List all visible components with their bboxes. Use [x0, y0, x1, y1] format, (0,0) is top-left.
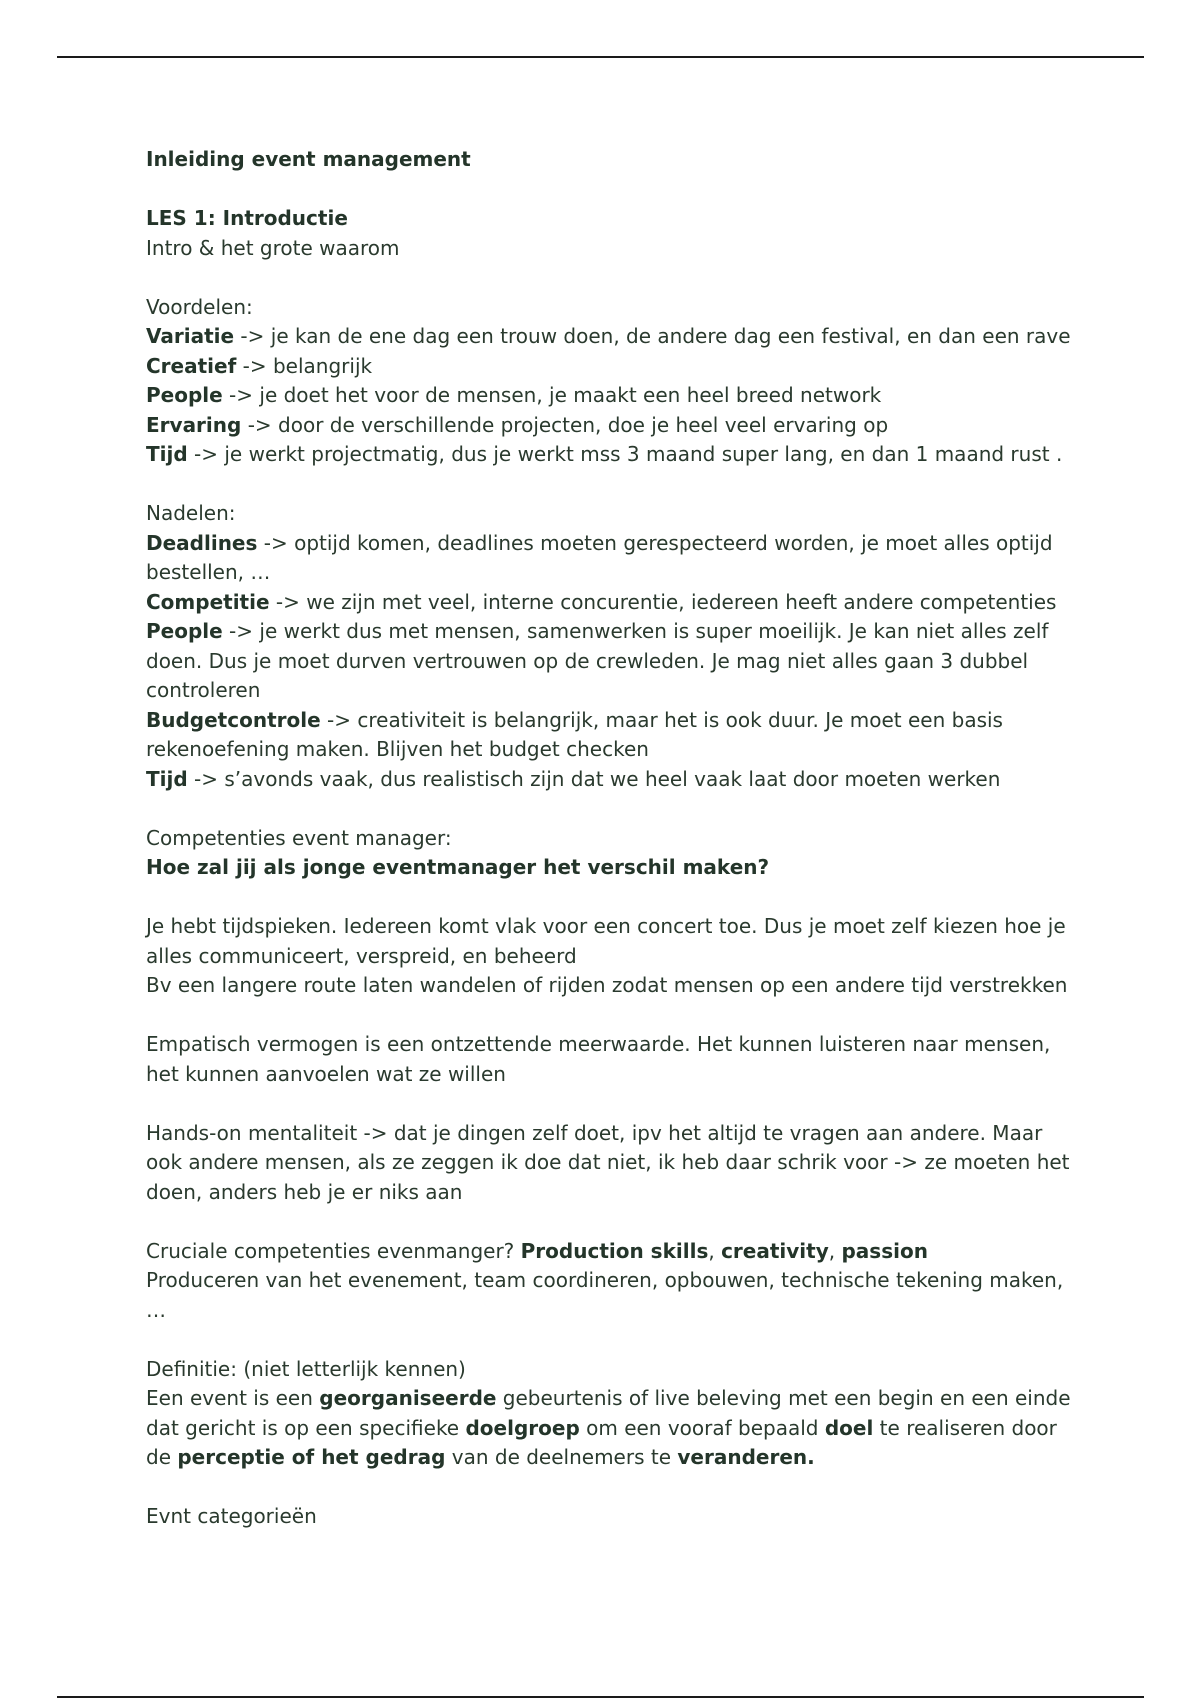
lesson-heading: LES 1: Introductie	[146, 206, 348, 230]
competenties-question: Hoe zal jij als jonge eventmanager het verschil maken?	[146, 855, 770, 879]
last-line: Evnt categorieën	[146, 1504, 317, 1528]
document-title: Inleiding event management	[146, 147, 471, 171]
nadeel-item: Competitie -> we zijn met veel, interne concurentie, iedereen heeft andere competenties	[146, 589, 1057, 614]
nadeel-item: Budgetcontrole -> creativiteit is belangrijk, maar het is ook duur. Je moet een basis rekenoefening maken. Blijven het budget checken	[146, 707, 1003, 761]
document-body	[146, 145, 1076, 1532]
paragraph: Hands-on mentaliteit -> dat je dingen zelf doet, ipv het altijd te vragen aan andere. Maar ook andere mensen, als ze zeggen ik doe dat niet, ik heb daar schrik voor -> ze moeten het doen, anders heb je er niks aan	[146, 1120, 1070, 1204]
top-divider	[57, 56, 1144, 58]
definitie-text: Een event is een georganiseerde gebeurtenis of live beleving met een begin en een einde dat gericht is op een specifieke doelgroep om een vooraf bepaald doel te realiseren door de perceptie of het gedrag van de deelnemers te veranderen.	[146, 1386, 1071, 1469]
crucial-competences: Cruciale competenties evenmanger? Production skills, creativity, passion	[146, 1238, 928, 1263]
voordeel-item: Ervaring -> door de verschillende projecten, doe je heel veel ervaring op	[146, 412, 889, 437]
lesson-subtitle: Intro & het grote waarom	[146, 235, 400, 260]
paragraph: Je hebt tijdspieken. Iedereen komt vlak voor een concert toe. Dus je moet zelf kiezen hoe je alles communiceert, verspreid, en beheerd	[146, 914, 1066, 968]
definitie-heading: Definitie: (niet letterlijk kennen)	[146, 1356, 466, 1381]
voordeel-item: Creatief -> belangrijk	[146, 353, 373, 378]
paragraph: Produceren van het evenement, team coordineren, opbouwen, technische tekening maken, …	[146, 1268, 1064, 1322]
voordeel-item: People -> je doet het voor de mensen, je maakt een heel breed network	[146, 383, 882, 407]
nadeel-item: People -> je werkt dus met mensen, samenwerken is super moeilijk. Je kan niet alles zelf doen. Dus je moet durven vertrouwen op de crewleden. Je mag niet alles gaan 3 dubbel controleren	[146, 619, 1049, 702]
nadelen-heading: Nadelen:	[146, 501, 236, 525]
bottom-divider	[57, 1696, 1144, 1698]
competenties-heading: Competenties event manager:	[146, 825, 452, 850]
paragraph: Bv een langere route laten wandelen of rijden zodat mensen op een andere tijd verstrekken	[146, 973, 1068, 997]
voordeel-item: Variatie -> je kan de ene dag een trouw doen, de andere dag een festival, en dan een rave	[146, 324, 1071, 348]
nadeel-item: Tijd -> s’avonds vaak, dus realistisch zijn dat we heel vaak laat door moeten werken	[146, 766, 1001, 791]
voordeel-item: Tijd -> je werkt projectmatig, dus je werkt mss 3 maand super lang, en dan 1 maand rust .	[146, 442, 1063, 466]
nadeel-item: Deadlines -> optijd komen, deadlines moeten gerespecteerd worden, je moet alles optijd bestellen, …	[146, 530, 1053, 584]
voordelen-heading: Voordelen:	[146, 294, 253, 319]
paragraph: Empatisch vermogen is een ontzettende meerwaarde. Het kunnen luisteren naar mensen, het kunnen aanvoelen wat ze willen	[146, 1032, 1051, 1086]
